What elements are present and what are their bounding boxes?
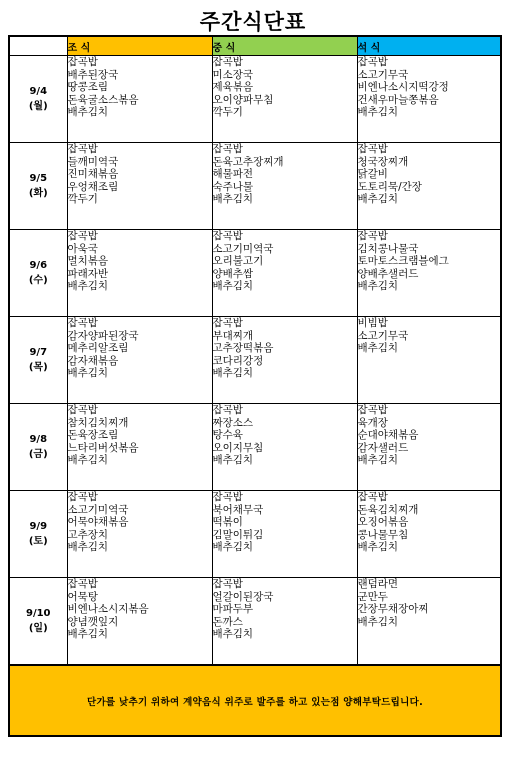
menu-item: 간장무채장아찌	[357, 603, 429, 615]
menu-item: 잡곡밥	[212, 578, 243, 590]
day-label	[9, 56, 67, 143]
menu-item: 배추김치	[212, 628, 254, 640]
menu-item: 오리불고기	[212, 255, 264, 267]
menu-item: 제육볶음	[212, 81, 254, 93]
menu-item: 미소장국	[212, 68, 254, 81]
day-row	[9, 317, 501, 404]
menu-item: 배추김치	[212, 193, 254, 205]
menu-item: 배추김치	[212, 280, 254, 292]
menu-item: 떡볶이	[212, 516, 243, 528]
menu-item: 잡곡밥	[212, 491, 243, 503]
menu-item: 감자샐러드	[357, 441, 409, 454]
menu-item: 배추김치	[67, 541, 109, 553]
menu-item: 마파두부	[212, 603, 254, 615]
menu-item: 잡곡밥	[212, 56, 243, 68]
lunch-cell	[212, 56, 357, 143]
breakfast-cell	[67, 491, 212, 578]
lunch-cell	[212, 578, 357, 666]
menu-item: 양념깻잎지	[67, 615, 119, 628]
menu-item: 군만두	[357, 590, 388, 603]
dinner-cell	[357, 56, 501, 143]
day-weekday: (목)	[28, 362, 48, 373]
menu-item: 비빔밥	[357, 317, 388, 329]
breakfast-cell	[67, 143, 212, 230]
menu-item: 배추김치	[357, 454, 399, 466]
menu-item: 순대야채볶음	[357, 429, 419, 441]
menu-item: 부대찌개	[212, 329, 254, 342]
menu-item: 배추김치	[67, 367, 109, 379]
page-title-text: 주간식단표	[198, 10, 308, 38]
day-date: 9/5	[29, 173, 48, 184]
menu-item: 돈육고추장찌개	[212, 155, 284, 168]
menu-body	[9, 56, 501, 666]
menu-item: 배추김치	[67, 628, 109, 640]
menu-item: 멸치볶음	[67, 255, 109, 267]
menu-item: 코다리강정	[212, 354, 264, 367]
menu-item: 육개장	[357, 416, 388, 429]
menu-item: 콩나물무침	[357, 528, 409, 541]
menu-item: 배추김치	[357, 342, 399, 354]
menu-item: 오이양파무침	[212, 93, 274, 106]
menu-item: 메추리알조림	[67, 342, 129, 354]
lunch-cell	[212, 404, 357, 491]
menu-item: 랜덤라면	[357, 578, 399, 590]
menu-item: 양배추샐러드	[357, 267, 419, 280]
menu-item: 오징어볶음	[357, 516, 409, 528]
day-label	[9, 578, 67, 666]
breakfast-cell	[67, 317, 212, 404]
menu-item: 도토리묵/간장	[357, 180, 422, 193]
day-weekday: (일)	[28, 623, 48, 634]
day-label	[9, 317, 67, 404]
menu-item: 잡곡밥	[212, 317, 243, 329]
menu-item: 비엔나소시지볶음	[67, 603, 149, 615]
dinner-cell	[357, 230, 501, 317]
menu-item: 잡곡밥	[67, 578, 98, 590]
menu-item: 깍두기	[67, 193, 98, 205]
menu-item: 오이지무침	[212, 441, 264, 454]
menu-item: 짜장소스	[212, 416, 254, 429]
menu-item: 건새우마늘쫑볶음	[357, 93, 439, 106]
menu-item: 배추김치	[357, 193, 399, 205]
dinner-cell	[357, 404, 501, 491]
menu-item: 깍두기	[212, 106, 243, 118]
menu-item: 잡곡밥	[67, 491, 98, 503]
menu-item: 배추김치	[212, 367, 254, 379]
menu-item: 잡곡밥	[357, 143, 388, 155]
header-corner	[9, 36, 67, 56]
menu-item: 얼갈이된장국	[212, 590, 274, 603]
day-row	[9, 578, 501, 666]
menu-item: 비엔나소시지떡강정	[357, 81, 449, 93]
menu-item: 잡곡밥	[67, 230, 98, 242]
dinner-cell	[357, 491, 501, 578]
menu-item: 감자채볶음	[67, 354, 119, 367]
menu-item: 해물파전	[212, 168, 254, 180]
day-weekday: (월)	[28, 101, 48, 112]
day-label	[9, 143, 67, 230]
menu-item: 소고기미역국	[67, 503, 129, 516]
menu-item: 들깨미역국	[67, 155, 119, 168]
day-label	[9, 230, 67, 317]
header-breakfast: 조 식	[67, 36, 212, 56]
menu-item: 배추김치	[357, 280, 399, 292]
menu-item: 잡곡밥	[357, 404, 388, 416]
menu-item: 파래자반	[67, 267, 109, 280]
footer-row	[9, 665, 501, 736]
menu-item: 잡곡밥	[357, 230, 388, 242]
dinner-cell	[357, 578, 501, 666]
day-date: 9/6	[29, 260, 48, 271]
breakfast-cell	[67, 56, 212, 143]
breakfast-cell	[67, 230, 212, 317]
menu-item: 닭갈비	[357, 168, 388, 180]
menu-item: 잡곡밥	[212, 404, 243, 416]
menu-item: 우엉채조림	[67, 180, 119, 193]
menu-item: 감자양파된장국	[67, 329, 139, 342]
dinner-cell	[357, 143, 501, 230]
page-title	[0, 6, 506, 36]
menu-item: 잡곡밥	[357, 491, 388, 503]
header-lunch: 중 식	[212, 36, 357, 56]
breakfast-cell	[67, 578, 212, 666]
menu-item: 돈육장조림	[67, 429, 119, 441]
menu-item: 탕수육	[212, 429, 243, 441]
breakfast-cell	[67, 404, 212, 491]
menu-item: 배추김치	[357, 615, 399, 628]
day-date: 9/8	[29, 434, 48, 445]
menu-item: 어묵탕	[67, 590, 98, 603]
menu-item: 잡곡밥	[67, 317, 98, 329]
menu-item: 북어채무국	[212, 503, 264, 516]
lunch-cell	[212, 143, 357, 230]
menu-item: 진미채볶음	[67, 168, 119, 180]
menu-item: 돈육굴소스볶음	[67, 93, 139, 106]
day-row	[9, 56, 501, 143]
day-row	[9, 230, 501, 317]
day-date: 9/10	[25, 608, 51, 619]
menu-item: 아욱국	[67, 242, 98, 255]
menu-item: 청국장찌개	[357, 155, 409, 168]
dinner-cell	[357, 317, 501, 404]
menu-item: 참치김치찌개	[67, 416, 129, 429]
menu-item: 잡곡밥	[357, 56, 388, 68]
day-row	[9, 491, 501, 578]
menu-item: 잡곡밥	[67, 404, 98, 416]
menu-item: 느타리버섯볶음	[67, 441, 139, 454]
day-label	[9, 404, 67, 491]
day-weekday: (토)	[28, 536, 48, 547]
day-row	[9, 404, 501, 491]
menu-item: 김치콩나물국	[357, 242, 419, 255]
menu-item: 돈육김치찌개	[357, 503, 419, 516]
day-weekday: (수)	[28, 275, 48, 286]
weekly-menu-table	[8, 35, 502, 737]
menu-item: 고추장떡볶음	[212, 342, 274, 354]
menu-item: 잡곡밥	[67, 143, 98, 155]
menu-item: 고추장치	[67, 528, 109, 541]
menu-item: 소고기무국	[357, 329, 409, 342]
day-row	[9, 143, 501, 230]
menu-item: 배추김치	[212, 454, 254, 466]
day-label	[9, 491, 67, 578]
header-row	[9, 36, 501, 56]
menu-item: 배추김치	[67, 280, 109, 292]
menu-item: 토마토스크램블에그	[357, 255, 449, 267]
day-date: 9/9	[29, 521, 48, 532]
menu-item: 잡곡밥	[67, 56, 98, 68]
menu-item: 배추김치	[67, 106, 109, 118]
lunch-cell	[212, 491, 357, 578]
menu-item: 잡곡밥	[212, 230, 243, 242]
menu-item: 돈까스	[212, 615, 243, 628]
lunch-cell	[212, 317, 357, 404]
day-weekday: (화)	[28, 188, 48, 199]
menu-item: 양배추쌈	[212, 267, 254, 280]
day-weekday: (금)	[28, 449, 48, 460]
day-date: 9/7	[29, 347, 48, 358]
lunch-cell	[212, 230, 357, 317]
footer-note: 단가를 낮추기 위하여 계약음식 위주로 발주를 하고 있는점 양해부탁드립니다.	[9, 665, 501, 736]
menu-item: 배추김치	[67, 454, 109, 466]
menu-item: 땅콩조림	[67, 81, 109, 93]
menu-item: 어묵야채볶음	[67, 516, 129, 528]
header-dinner: 석 식	[357, 36, 501, 56]
menu-item: 잡곡밥	[212, 143, 243, 155]
menu-item: 김말이튀김	[212, 528, 264, 541]
menu-item: 배추김치	[357, 106, 399, 118]
menu-item: 배추김치	[212, 541, 254, 553]
menu-item: 배추된장국	[67, 68, 119, 81]
day-date: 9/4	[29, 86, 48, 97]
menu-item: 숙주나물	[212, 180, 254, 193]
menu-item: 소고기미역국	[212, 242, 274, 255]
menu-item: 소고기무국	[357, 68, 409, 81]
menu-item: 배추김치	[357, 541, 399, 553]
